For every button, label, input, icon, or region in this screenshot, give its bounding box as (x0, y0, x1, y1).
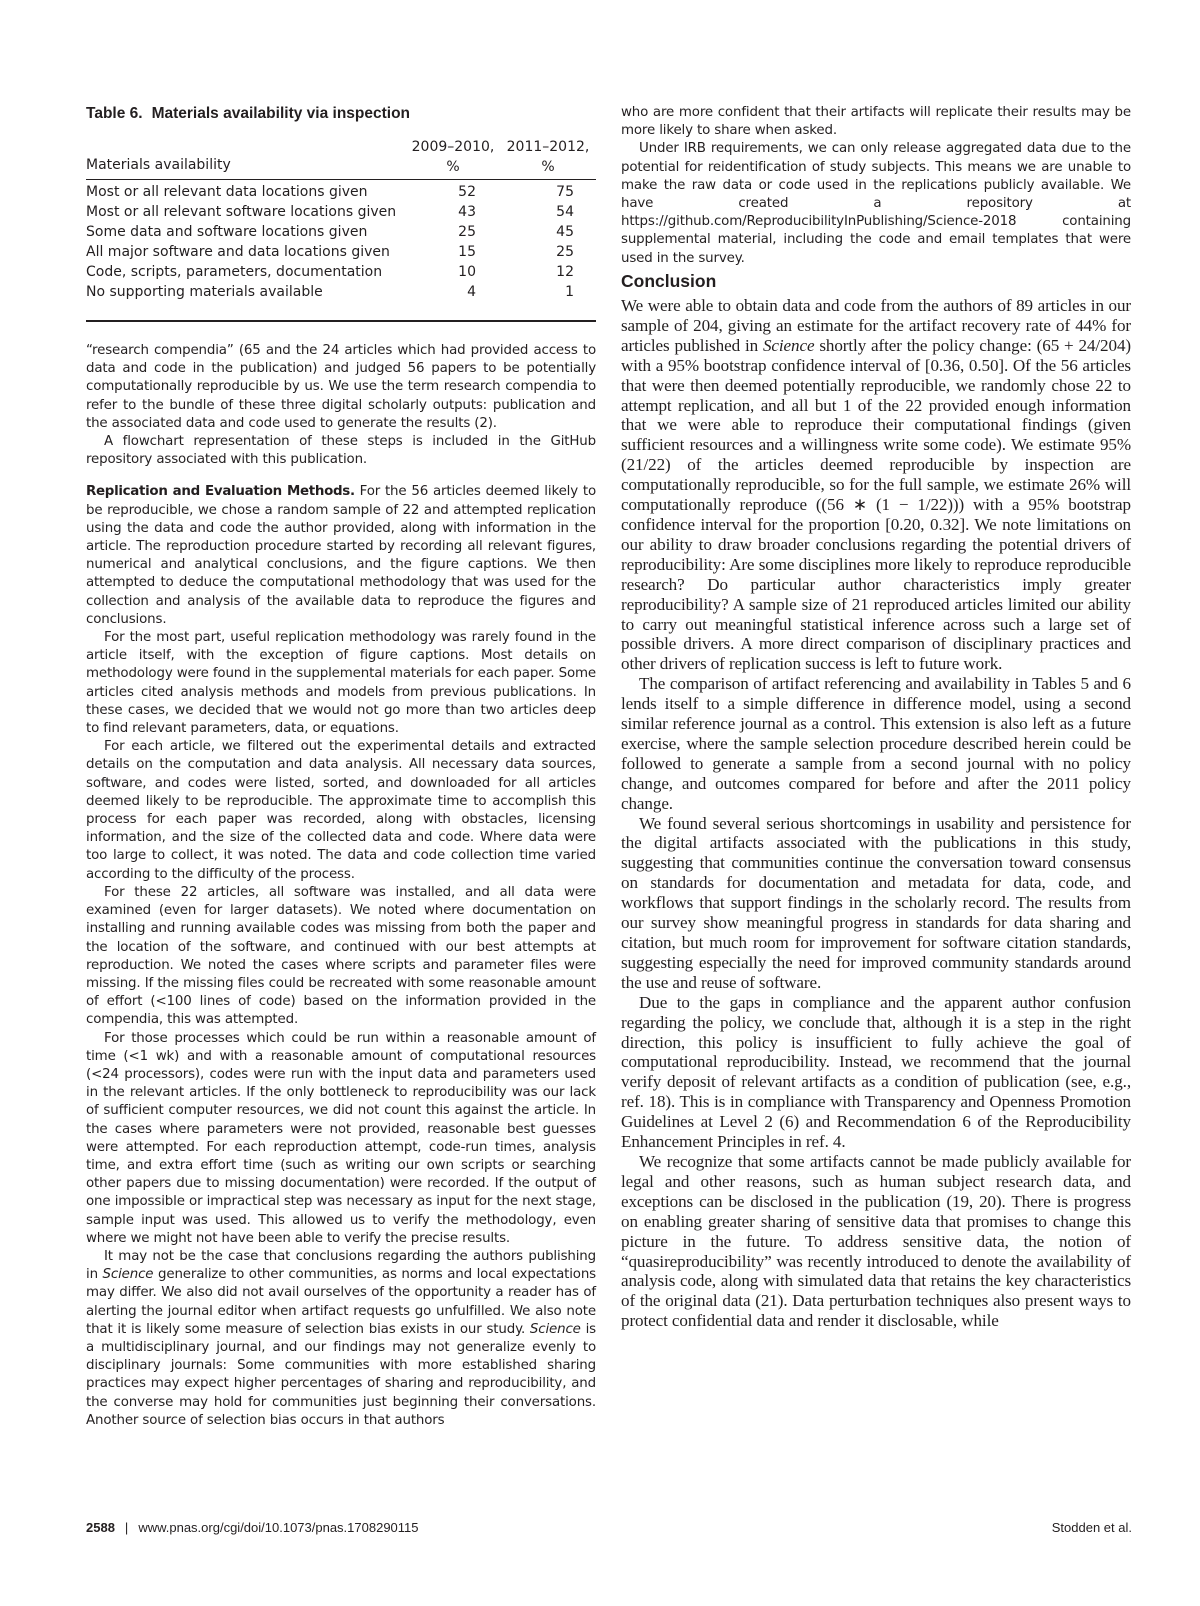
footer-separator: | (124, 1520, 129, 1535)
table-6 (86, 134, 596, 300)
paragraph: We found several serious shortcomings in usability and persistence for the digital artifacts associated with the publications in this study, suggesting that communities continue the conversation toward consensus on standards for documentation and metadata for data, code, and workflows that support findings in the scholarly record. The results from our survey show meaningful progress in standards for data sharing and citation, but much room for improvement for software citation standards, suggesting especially the need for improved community standards around the use and reuse of software. (621, 813, 1131, 992)
paragraph: Under IRB requirements, we can only release aggregated data due to the potential for reidentification of study subjects. This means we are unable to make the raw data or code used in the replications publicly available. We have created a repository at https://github.com/ReproducibilityInPublishing/Science-2018 containing supplemental material, including the code and email templates that were used in the survey. (621, 141, 1131, 266)
table-cell-2009: 10 (458, 264, 476, 280)
table-cell-2011: 1 (565, 284, 574, 300)
table-cell-2011: 75 (556, 184, 574, 200)
paragraph (86, 1248, 596, 1430)
paragraph: who are more confident that their artifacts will replicate their results may be more likely to share when asked. (621, 105, 1131, 139)
table-row (86, 202, 596, 222)
table-col2-top: 2011–2012, (506, 139, 590, 155)
italic-journal: Science (762, 335, 815, 355)
table-cell-2011: 12 (556, 264, 574, 280)
paragraph-text: is a multidisciplinary journal, and our findings may not generalize evenly to disciplinary journals: Some communities with more established sharing practices may expect higher percentages of sharing and reproducibility, and the converse may hold for communities just beginning their conversations. Another source of selection bias occurs in that authors (86, 1321, 596, 1428)
table-cell-label: No supporting materials available (86, 284, 323, 300)
right-top-text (621, 104, 1131, 268)
footer-left (86, 1520, 419, 1535)
table-cell-2009: 25 (458, 224, 476, 240)
paragraph-replication-methods (86, 483, 596, 629)
table-row (86, 242, 596, 262)
paragraph-text: It may not be the case that conclusions regarding the authors publishing in (86, 1248, 596, 1283)
table-cell-label: Code, scripts, parameters, documentation (86, 264, 383, 280)
footer-authors: Stodden et al. (1051, 1520, 1132, 1535)
page-number: 2588 (86, 1520, 115, 1535)
table-header-rule (86, 179, 596, 180)
table-cell-label: Most or all relevant data locations given (86, 184, 368, 200)
table-cell-2009: 4 (467, 284, 476, 300)
table-row (86, 182, 596, 202)
paragraph: We recognize that some artifacts cannot be made publicly available for legal and other reasons, such as human subject research data, and exceptions can be disclosed in the publication (19, 20). There is progress on enabling greater sharing of sensitive data that promises to change this picture in the future. To address sensitive data, the notion of “quasireproducibility” was recently introduced to denote the availability of analysis code, along with simulated data that retains the key characteristics of the original data (21). Data perturbation techniques also present ways to protect confidential data and render it disclosable, while (621, 1151, 1131, 1331)
paragraph: For these 22 articles, all software was installed, and all data were examined (even for larger datasets). We noted where documentation on installing and running available codes was missing from both the paper and the location of the software, and continued with our best attempts at reproduction. We noted the cases where scripts and parameter files were missing. If the missing files could be recreated with some reasonable amount of effort (<100 lines of code) based on the information provided in the compendia, this was attempted. (86, 884, 596, 1028)
paragraph: Due to the gaps in compliance and the apparent author confusion regarding the policy, we conclude that, although it is a step in the right direction, this policy is insufficient to fully achieve the goal of computational reproducibility. Instead, we recommend that the journal verify deposit of relevant artifacts as a condition of publication (see, e.g., ref. 18). This is in compliance with Transparency and Openness Promotion Guidelines at Level 2 (6) and Recommendation 6 of the Reproducibility Enhancement Principles in ref. 4. (621, 992, 1131, 1152)
run-in-heading: Replication and Evaluation Methods. (86, 484, 355, 500)
table-cell-2009: 15 (458, 244, 476, 260)
table-cell-2009: 43 (458, 204, 476, 220)
table-number: Table 6. (86, 105, 143, 122)
left-body-text (86, 342, 596, 1430)
paragraph: For those processes which could be run within a reasonable amount of time (<1 wk) and with a reasonable amount of computational resources (<24 processors), codes were run with the input data and parameters used in the relevant articles. If the only bottleneck to reproducibility was our lack of sufficient computer resources, we did not count this against the article. In the cases where parameters were not provided, reasonable best guesses were attempted. For each reproduction attempt, code-run times, analysis time, and extra effort time (such as writing our own scripts or searching other papers due to missing documentation) were recorded. If the output of one impossible or impractical step was necessary as input for the next stage, sample input was used. This allowed us to verify the methodology, even where we might not have been able to verify the precise results. (86, 1030, 596, 1246)
table-cell-2011: 54 (556, 204, 574, 220)
paragraph-text: generalize to other communities, as norms and local expectations may differ. We also did not avail ourselves of the opportunity a reader has of alerting the journal editor when artifact requests go unfulfilled. We also note that it is likely some measure of selection bias exists in our study. (86, 1267, 596, 1337)
table-col-label: Materials availability (86, 157, 231, 173)
paragraph-text: For the 56 articles deemed likely to be reproducible, we chose a random sample of 22 and attempted replication using the data and code the author provided, along with information in the article. The reproduction procedure started by recording all relevant figures, numerical and analytical conclusions, and the figure captions. We then attempted to deduce the computational methodology that was used for the collection and analysis of the available data to reproduce the figures and conclusions. (86, 484, 597, 627)
paragraph: “research compendia” (65 and the 24 articles which had provided access to data and code in the publication) and judged 56 papers to be potentially computationally reproducible by us. We use the term research compendia to refer to the bundle of these three digital scholarly outputs: publication and the associated data and code used to generate the results (2). (86, 343, 596, 431)
italic-journal: Science (529, 1321, 581, 1337)
table-title (86, 105, 596, 123)
table-col1-bottom: % (446, 159, 460, 175)
paragraph-text: We were able to obtain data and code from the authors of 89 articles in our sample of 204, giving an estimate for the artifact recovery rate of 44% for articles published in (621, 296, 1131, 355)
table-cell-2011: 25 (556, 244, 574, 260)
table-row (86, 282, 596, 302)
table-col1-top: 2009–2010, (411, 139, 495, 155)
table-header (86, 134, 596, 177)
table-row (86, 262, 596, 282)
paragraph: The comparison of artifact referencing and availability in Tables 5 and 6 lends itself to a simple difference in difference model, using a second similar reference journal as a control. This extension is also left as a future exercise, where the sample selection procedure described herein could be followed to generate a sample from a second journal with no policy change, and outcomes compared for before and after the 2011 policy change. (621, 674, 1131, 813)
table-cell-label: Some data and software locations given (86, 224, 368, 240)
table-col-2009-2010 (408, 137, 498, 177)
table-cell-2011: 45 (556, 224, 574, 240)
paragraph (621, 296, 1131, 674)
table-title-text: Materials availability via inspection (151, 105, 411, 122)
table-bottom-rule (86, 320, 596, 322)
table-col2-bottom: % (541, 159, 555, 175)
table-cell-label: Most or all relevant software locations given (86, 204, 397, 220)
footer-doi: www.pnas.org/cgi/doi/10.1073/pnas.1708290115 (138, 1520, 419, 1535)
table-row (86, 222, 596, 242)
table-col-2011-2012 (503, 137, 593, 177)
table-cell-2009: 52 (458, 184, 476, 200)
italic-journal: Science (102, 1267, 154, 1283)
table-body (86, 182, 596, 302)
table-cell-label: All major software and data locations given (86, 244, 390, 260)
paragraph: A flowchart representation of these steps is included in the GitHub repository associated with this publication. (86, 434, 596, 468)
paragraph-text: shortly after the policy change: (65 + 24/204) with a 95% bootstrap confidence interval of [0.36, 0.50]. Of the 56 articles that were then deemed potentially reproducible, we randomly chose 22 to attempt replication, and all but 1 of the 22 provided enough information that we were able to reproduce their computational findings (given sufficient resources and a willingness write some code). We estimate 95% (21/22) of the articles deemed reproducible by inspection are computationally reproducible, so for the full sample, we estimate 26% will computationally reproduce ((56 ∗ (1 − 1/22))) with a 95% bootstrap confidence interval for the proportion [0.20, 0.32]. We note limitations on our ability to draw broader conclusions regarding the potential drivers of reproducibility: Are some disciplines more likely to reproduce reproducible research? Do particular author characteristics imply greater reproducibility? A sample size of 21 reproduced articles limited our ability to carry out meaningful statistical inference across such a large set of possible drivers. A more direct comparison of disciplinary practices and other drivers of replication success is left to future work. (621, 335, 1131, 674)
section-heading-conclusion: Conclusion (621, 271, 717, 291)
paragraph: For each article, we filtered out the experimental details and extracted details on the computation and data analysis. All necessary data sources, software, and codes were listed, sorted, and downloaded for all articles deemed likely to be reproducible. The approximate time to accomplish this process for each paper was recorded, along with obstacles, licensing information, and the size of the collected data and code. Where data were too large to collect, it was noted. The data and code collection time varied according to the difficulty of the process. (86, 739, 596, 882)
paragraph: For the most part, useful replication methodology was rarely found in the article itself, with the exception of figure captions. Most details on methodology were found in the supplemental materials for each paper. Some articles cited analysis methods and models from previous publications. In these cases, we decided that we would not go more than two articles deep to find relevant parameters, data, or equations. (86, 630, 596, 737)
conclusion-text (621, 296, 1131, 1331)
